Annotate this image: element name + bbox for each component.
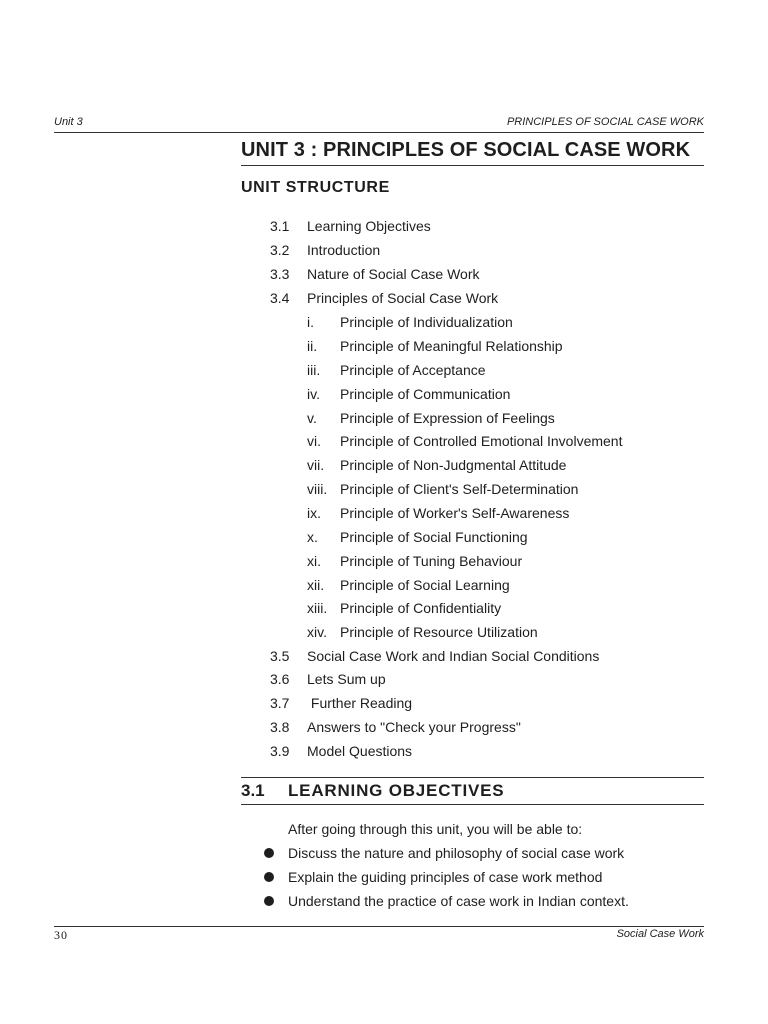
toc-roman-number: iv. (307, 386, 320, 402)
section-title: LEARNING OBJECTIVES (288, 781, 505, 800)
toc-number: 3.6 (270, 671, 290, 687)
toc-text: Learning Objectives (307, 218, 431, 234)
section-rule-top (241, 777, 704, 778)
objective-text: Discuss the nature and philosophy of social case work (288, 845, 625, 861)
toc-number: 3.3 (270, 266, 290, 282)
objectives-intro: After going through this unit, you will be able to: (288, 821, 583, 837)
title-rule (241, 165, 704, 166)
toc-text: Principle of Social Learning (340, 577, 510, 593)
toc-text: Lets Sum up (307, 671, 386, 687)
header-rule (54, 132, 704, 133)
toc-roman-number: vi. (307, 433, 321, 449)
toc-text: Principle of Individualization (340, 314, 513, 330)
toc-text: Answers to "Check your Progress" (307, 719, 521, 735)
toc-roman-number: i. (307, 314, 314, 330)
toc-roman-number: xii. (307, 577, 325, 593)
toc-roman-number: ii. (307, 338, 318, 354)
toc-text: Principle of Expression of Feelings (340, 410, 555, 426)
toc-text: Principle of Client's Self-Determination (340, 481, 579, 497)
toc-roman-number: viii. (307, 481, 328, 497)
bullet-dot-icon (264, 848, 274, 858)
toc-text: Further Reading (307, 695, 413, 711)
bullet-dot-icon (264, 872, 274, 882)
toc-text: Principle of Controlled Emotional Involvement (340, 433, 623, 449)
toc-roman-number: v. (307, 410, 317, 426)
toc-text: Principle of Acceptance (340, 362, 486, 378)
objective-text: Explain the guiding principles of case work method (288, 869, 603, 885)
toc-text: Principle of Resource Utilization (340, 624, 538, 640)
section-rule-bottom (241, 804, 704, 805)
toc-text: Principle of Worker's Self-Awareness (340, 505, 570, 521)
toc-roman-number: xiii. (307, 600, 328, 616)
toc-text: Social Case Work and Indian Social Conditions (307, 648, 600, 664)
toc-text: Introduction (307, 242, 381, 258)
toc-number: 3.5 (270, 648, 290, 664)
toc-number: 3.4 (270, 290, 290, 306)
toc-roman-number: xi. (307, 553, 321, 569)
toc-text: Principle of Confidentiality (340, 600, 502, 616)
running-header-title: PRINCIPLES OF SOCIAL CASE WORK (506, 116, 704, 128)
running-header-unit: Unit 3 (54, 116, 83, 128)
unit-title: UNIT 3 : PRINCIPLES OF SOCIAL CASE WORK (241, 139, 691, 161)
toc-roman-number: iii. (307, 362, 321, 378)
toc-text: Principle of Social Functioning (340, 529, 528, 545)
toc-text: Principles of Social Case Work (307, 290, 499, 306)
toc-number: 3.2 (270, 242, 290, 258)
toc-roman-number: ix. (307, 505, 321, 521)
toc-roman-number: vii. (307, 457, 325, 473)
toc-roman-number: xiv. (307, 624, 327, 640)
toc-roman-number: x. (307, 529, 318, 545)
bullet-dot-icon (264, 896, 274, 906)
toc-text: Principle of Meaningful Relationship (340, 338, 563, 354)
unit-structure-heading: UNIT STRUCTURE (241, 179, 390, 196)
toc-text: Principle of Non-Judgmental Attitude (340, 457, 567, 473)
footer-book-title: Social Case Work (616, 928, 704, 940)
toc-number: 3.1 (270, 218, 290, 234)
toc-number: 3.8 (270, 719, 290, 735)
toc-number: 3.9 (270, 743, 290, 759)
toc-text: Principle of Communication (340, 386, 511, 402)
footer-rule (54, 926, 704, 927)
section-number: 3.1 (241, 781, 265, 800)
toc-number: 3.7 (270, 695, 290, 711)
toc-text: Principle of Tuning Behaviour (340, 553, 523, 569)
page-number: 30 (54, 928, 68, 942)
objective-text: Understand the practice of case work in Indian context. (288, 893, 629, 909)
toc-text: Nature of Social Case Work (307, 266, 480, 282)
toc-text: Model Questions (307, 743, 413, 759)
